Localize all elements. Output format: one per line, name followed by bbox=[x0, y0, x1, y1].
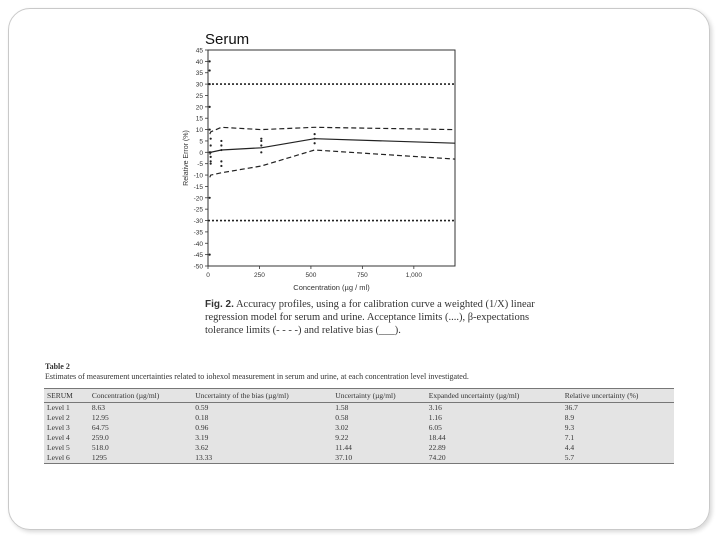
data-point bbox=[210, 160, 212, 162]
table-title: Estimates of measurement uncertainties related to iohexol measurement in serum and urine, at each concentration level investigated. bbox=[45, 372, 469, 381]
table-cell: 11.44 bbox=[335, 443, 352, 452]
table-cell: 0.18 bbox=[195, 413, 209, 422]
table-row bbox=[44, 423, 674, 433]
data-point bbox=[209, 60, 211, 62]
data-point bbox=[220, 140, 222, 142]
chart-title: Serum bbox=[205, 31, 250, 48]
header-cell: Expanded uncertainty (µg/ml) bbox=[426, 389, 562, 403]
y-tick-label: -10 bbox=[193, 172, 203, 180]
table-cell: 9.22 bbox=[335, 433, 349, 442]
table-label: Table 2 bbox=[45, 362, 70, 371]
table-header-row bbox=[44, 389, 674, 403]
table-cell: 0.59 bbox=[195, 403, 209, 412]
table-row bbox=[44, 413, 674, 423]
table-cell: 36.7 bbox=[564, 403, 578, 412]
data-point bbox=[314, 133, 316, 135]
table-row bbox=[44, 443, 674, 453]
header-cell: Uncertainty of the bias (µg/ml) bbox=[192, 389, 332, 403]
table-cell: Level 3 bbox=[47, 423, 70, 432]
data-point bbox=[220, 144, 222, 146]
y-tick-label: -50 bbox=[193, 263, 203, 271]
data-point bbox=[220, 160, 222, 162]
table-cell: 0.58 bbox=[335, 413, 349, 422]
y-tick-label: 20 bbox=[195, 104, 203, 112]
table-cell: 3.62 bbox=[195, 443, 209, 452]
tolerance-limit-line bbox=[210, 127, 455, 134]
data-point bbox=[209, 69, 211, 71]
table-cell: 0.96 bbox=[195, 423, 209, 432]
y-tick-label: 40 bbox=[195, 58, 203, 66]
table-row bbox=[44, 453, 674, 464]
table-cell: 18.44 bbox=[428, 433, 446, 442]
table-cell: 6.05 bbox=[428, 423, 442, 432]
data-point bbox=[260, 151, 262, 153]
figure-caption-text: Accuracy profiles, using a for calibration curve a weighted (1/X) linear regression model for serum and urine. Acceptance limits (....), β-expectations tolerance limits (- - - -) and relative bias (___). bbox=[205, 299, 535, 336]
data-point bbox=[209, 106, 211, 108]
y-axis-label: Relative Error (%) bbox=[183, 130, 190, 186]
table-cell: 3.19 bbox=[195, 433, 209, 442]
y-tick-label: 45 bbox=[195, 47, 203, 55]
y-tick-label: 35 bbox=[195, 70, 203, 78]
y-tick-label: -40 bbox=[193, 240, 203, 248]
table-cell: 7.1 bbox=[564, 433, 575, 442]
plot-frame bbox=[208, 50, 455, 266]
y-tick-label: -20 bbox=[193, 195, 203, 203]
y-tick-label: 0 bbox=[199, 149, 203, 157]
table-cell: 37.10 bbox=[332, 453, 425, 464]
y-tick-label: 30 bbox=[195, 81, 203, 89]
x-tick-label: 0 bbox=[206, 272, 210, 279]
data-point bbox=[260, 144, 262, 146]
data-point bbox=[210, 156, 212, 158]
table-cell: 12.95 bbox=[91, 413, 109, 422]
header-cell: Relative uncertainty (%) bbox=[562, 389, 674, 403]
table-cell: 22.89 bbox=[428, 443, 446, 452]
y-tick-label: 15 bbox=[195, 115, 203, 123]
header-cell: Uncertainty (µg/ml) bbox=[332, 389, 425, 403]
y-tick-label: -15 bbox=[193, 183, 203, 191]
relative-bias-line bbox=[210, 139, 455, 155]
table-cell: Level 4 bbox=[47, 433, 70, 442]
table-cell: Level 1 bbox=[47, 403, 70, 412]
data-point bbox=[210, 138, 212, 140]
data-point bbox=[210, 151, 212, 153]
data-point bbox=[220, 165, 222, 167]
figure-caption bbox=[205, 298, 565, 337]
y-tick-label: -30 bbox=[193, 218, 203, 226]
data-point bbox=[220, 149, 222, 151]
data-point bbox=[210, 163, 212, 165]
table-cell: Level 6 bbox=[44, 453, 89, 464]
table-cell: 8.63 bbox=[91, 403, 105, 412]
table-cell: 1.58 bbox=[335, 403, 349, 412]
y-tick-label: 5 bbox=[199, 138, 203, 146]
accuracy-profile-chart bbox=[180, 22, 480, 292]
header-cell: SERUM bbox=[44, 389, 89, 403]
table-row bbox=[44, 433, 674, 443]
y-tick-label: -25 bbox=[193, 206, 203, 214]
data-point bbox=[209, 197, 211, 199]
data-point bbox=[209, 128, 211, 130]
uncertainty-table bbox=[44, 388, 674, 464]
data-point bbox=[314, 138, 316, 140]
table-cell: 3.02 bbox=[335, 423, 349, 432]
x-tick-label: 250 bbox=[254, 272, 265, 279]
table-cell: 1.16 bbox=[428, 413, 442, 422]
table-cell: 259.0 bbox=[91, 433, 109, 442]
x-tick-label: 750 bbox=[356, 272, 368, 279]
data-point bbox=[260, 138, 262, 140]
table-cell: 9.3 bbox=[564, 423, 575, 432]
y-tick-label: -5 bbox=[197, 161, 203, 169]
data-point bbox=[260, 140, 262, 142]
table-cell: 1295 bbox=[89, 453, 192, 464]
x-tick-label: 1,000 bbox=[405, 272, 422, 279]
table-cell: 5.7 bbox=[562, 453, 674, 464]
data-point bbox=[314, 142, 316, 144]
table-cell: 64.75 bbox=[91, 423, 109, 432]
tolerance-limit-line bbox=[210, 150, 455, 177]
data-point bbox=[209, 254, 211, 256]
table-cell: Level 5 bbox=[47, 443, 70, 452]
table-cell: 3.16 bbox=[428, 403, 442, 412]
data-point bbox=[210, 144, 212, 146]
table-cell: 4.4 bbox=[564, 443, 575, 452]
table-cell: Level 2 bbox=[47, 413, 70, 422]
data-point bbox=[209, 83, 211, 85]
table-cell: 13.33 bbox=[192, 453, 332, 464]
y-tick-label: 10 bbox=[195, 127, 203, 135]
y-tick-label: -35 bbox=[193, 229, 203, 237]
figure-label: Fig. 2. bbox=[205, 299, 234, 310]
table-row bbox=[44, 403, 674, 414]
table-heading bbox=[45, 362, 469, 382]
y-tick-label: -45 bbox=[193, 252, 203, 260]
y-tick-label: 25 bbox=[195, 92, 203, 100]
x-tick-label: 500 bbox=[305, 272, 317, 279]
header-cell: Concentration (µg/ml) bbox=[89, 389, 192, 403]
table-cell: 8.9 bbox=[564, 413, 575, 422]
x-axis-label: Concentration (µg / ml) bbox=[293, 283, 370, 292]
table-cell: 74.20 bbox=[426, 453, 562, 464]
table-cell: 518.0 bbox=[91, 443, 109, 452]
